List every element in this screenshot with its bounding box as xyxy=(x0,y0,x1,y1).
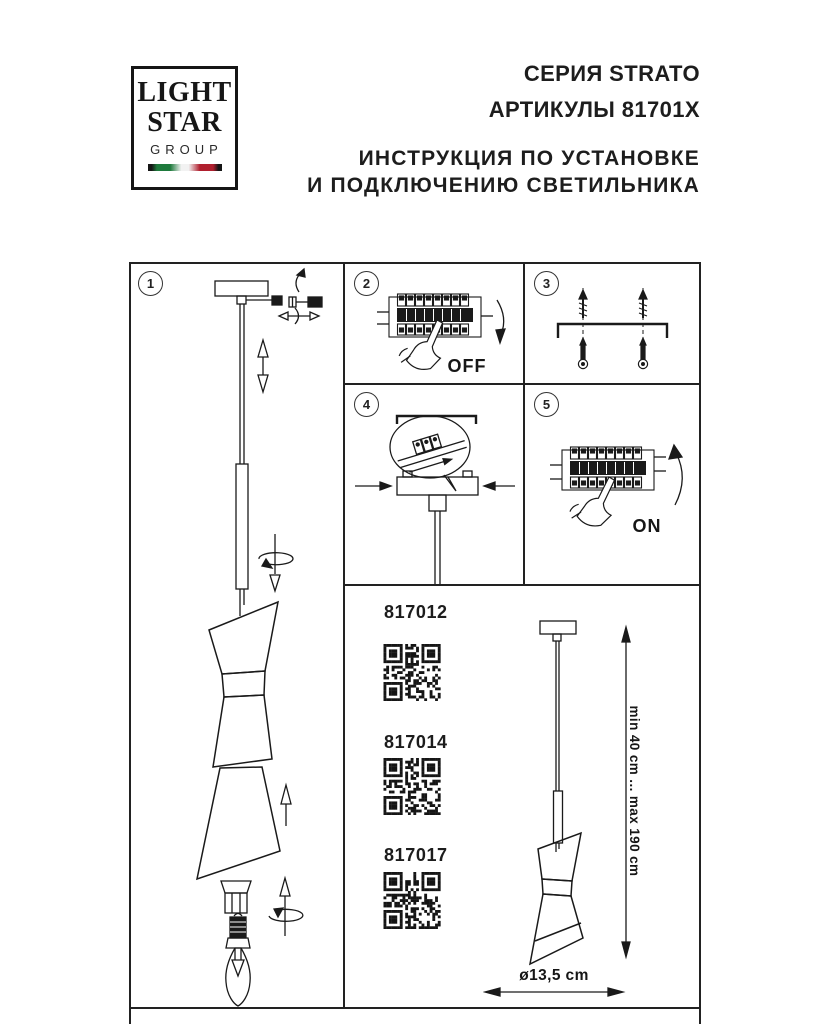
panel-step-3 xyxy=(525,264,699,385)
panel-step-4 xyxy=(345,385,525,586)
pendant-dimensions-drawing xyxy=(483,586,699,1007)
product-code-3: 817017 xyxy=(384,845,448,865)
height-range-label: min 40 cm ... max 190 cm xyxy=(627,705,642,877)
instruction-title xyxy=(307,145,700,199)
instruction-title-line2: И ПОДКЛЮЧЕНИЮ СВЕТИЛЬНИКА xyxy=(307,174,700,197)
articles-line: АРТИКУЛЫ 81701X xyxy=(488,97,700,122)
product-code-1: 817012 xyxy=(384,602,448,622)
next-section-edge xyxy=(129,1009,701,1024)
diameter-label: ø13,5 cm xyxy=(519,967,589,984)
step-2-badge: 2 xyxy=(354,271,379,296)
panel-step-1 xyxy=(131,264,345,1007)
italian-flag-stripe xyxy=(148,164,222,171)
qr-code-817017 xyxy=(383,872,441,929)
logo-word-light: LIGHT xyxy=(137,77,232,108)
logo-word-star: STAR xyxy=(147,107,222,138)
step-5-badge: 5 xyxy=(534,392,559,417)
instruction-title-line1: ИНСТРУКЦИЯ ПО УСТАНОВКЕ xyxy=(358,147,700,170)
off-label: OFF xyxy=(447,356,487,376)
pendant-assembly-drawing xyxy=(131,264,345,1007)
header-text xyxy=(307,61,700,199)
series-title: СЕРИЯ STRATO xyxy=(523,61,700,86)
step-4-badge: 4 xyxy=(354,392,379,417)
step-1-badge: 1 xyxy=(138,271,163,296)
panel-step-2 xyxy=(345,264,525,385)
panel-products xyxy=(345,586,699,1007)
qr-code-817012 xyxy=(383,644,441,701)
steps-grid xyxy=(129,262,701,1009)
product-code-2: 817014 xyxy=(384,732,448,752)
step-3-badge: 3 xyxy=(534,271,559,296)
on-label: ON xyxy=(632,516,662,536)
lightstar-logo xyxy=(131,66,238,190)
logo-word-group: GROUP xyxy=(150,142,223,157)
qr-code-817014 xyxy=(383,758,441,815)
panel-step-5 xyxy=(525,385,699,586)
